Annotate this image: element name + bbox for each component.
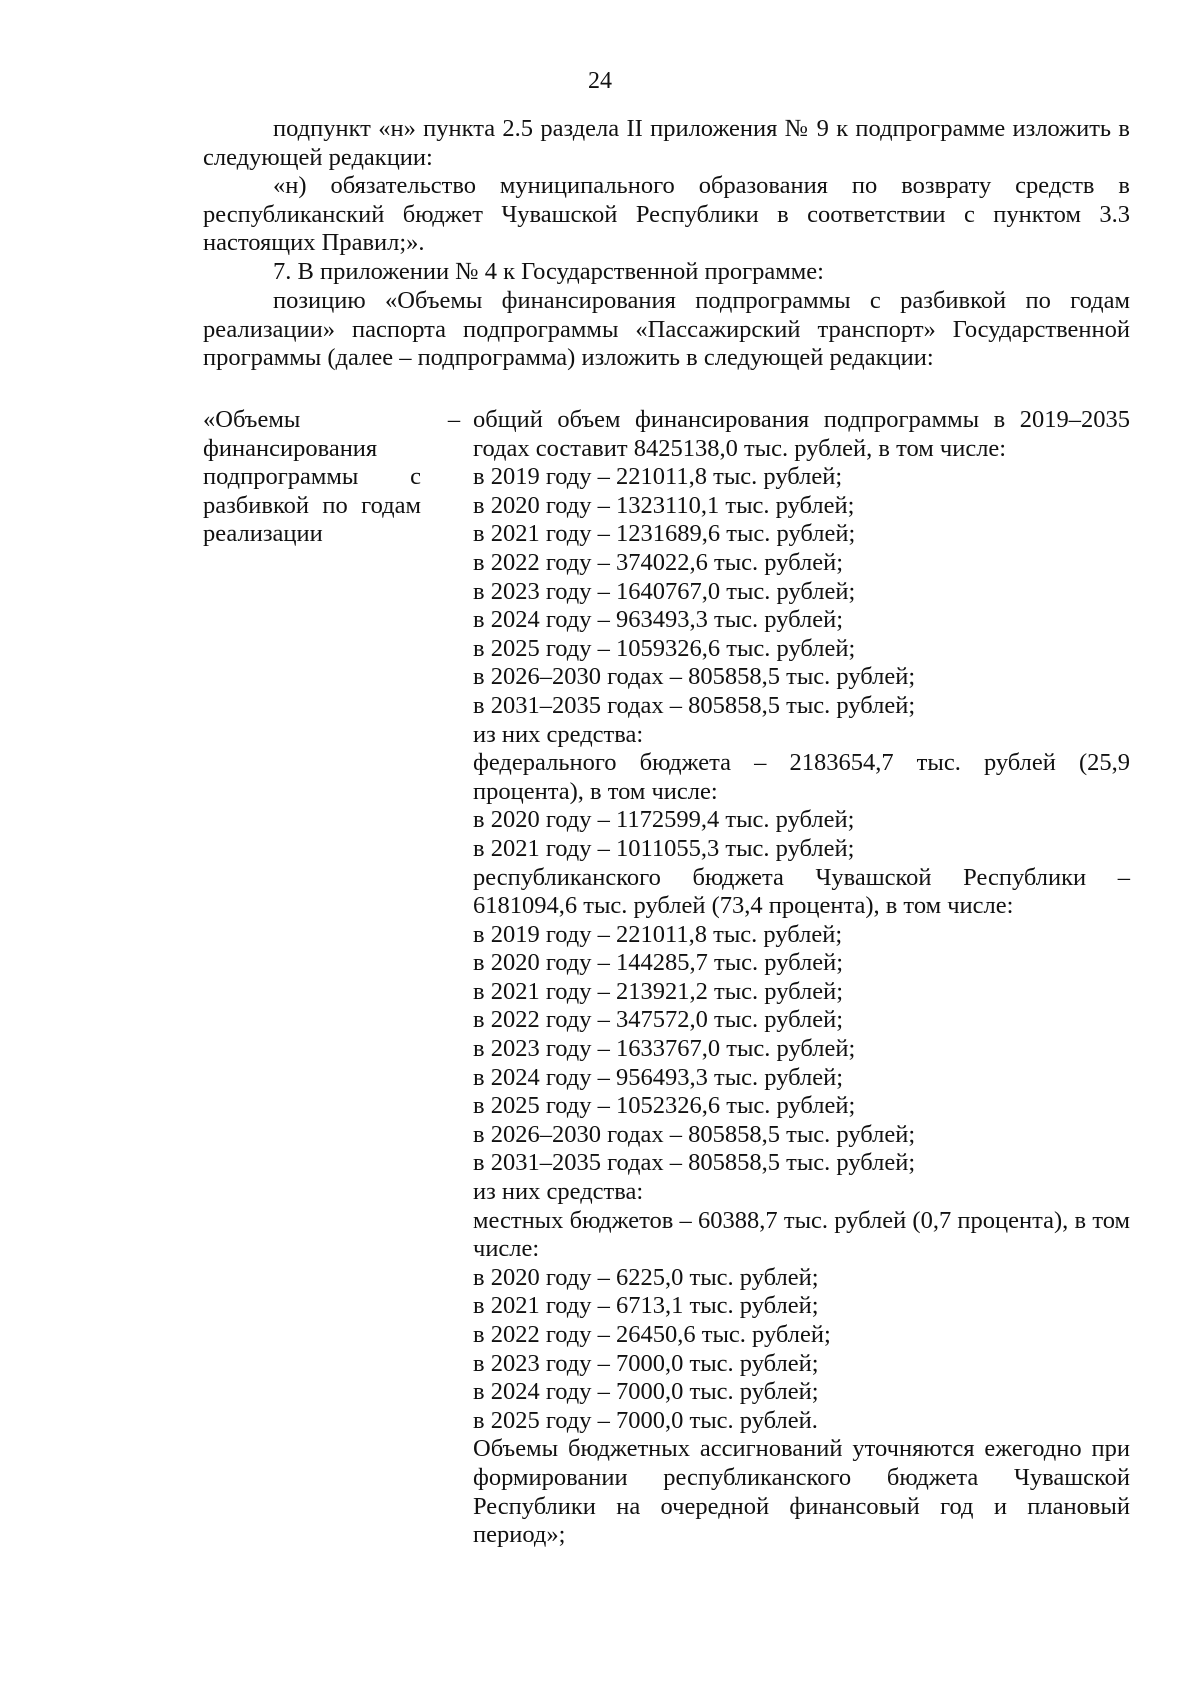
value-line: из них средства: xyxy=(473,1178,644,1206)
value-line: в 2019 году – 221011,8 тыс. рублей; xyxy=(473,920,843,948)
value-line: в 2024 году – 956493,3 тыс. рублей; xyxy=(473,1063,844,1091)
value-line: в 2031–2035 годах – 805858,5 тыс. рублей; xyxy=(473,1149,916,1177)
value-line: Объемы бюджетных ассигнований уточняются ежегодно при формировании республиканского бюджета Чувашской Республики на очередной финансовый год и плановый период»; xyxy=(473,1435,1130,1549)
paragraph-position: позицию «Объемы финансирования подпрограммы с разбивкой по годам реализации» паспорта подпрограммы «Пассажирский транспорт» Государственной программы (далее – подпрограмма) изложить в следующей редакции: xyxy=(203,287,1130,372)
value-line: в 2019 году – 221011,8 тыс. рублей; xyxy=(473,463,843,491)
value-line: в 2022 году – 26450,6 тыс. рублей; xyxy=(473,1321,831,1348)
value-line: в 2026–2030 годах – 805858,5 тыс. рублей; xyxy=(473,1120,916,1148)
value-line: в 2021 году – 1011055,3 тыс. рублей; xyxy=(473,834,855,862)
value-line: в 2031–2035 годах – 805858,5 тыс. рублей; xyxy=(473,691,916,719)
value-line: местных бюджетов – 60388,7 тыс. рублей (0,7 процента), в том числе: xyxy=(473,1206,1130,1263)
value-line: в 2021 году – 213921,2 тыс. рублей; xyxy=(473,977,844,1005)
value-line: в 2024 году – 963493,3 тыс. рублей; xyxy=(473,606,844,634)
value-line: в 2022 году – 374022,6 тыс. рублей; xyxy=(473,548,844,576)
passport-dash: – xyxy=(447,406,461,433)
value-line: в 2023 году – 1640767,0 тыс. рублей; xyxy=(473,577,856,605)
value-line: в 2023 году – 7000,0 тыс. рублей; xyxy=(473,1349,819,1377)
paragraph-subitem-n: подпункт «н» пункта 2.5 раздела II приложения № 9 к подпрограмме изложить в следующей редакции: xyxy=(203,115,1130,171)
value-line: в 2026–2030 годах – 805858,5 тыс. рублей; xyxy=(473,663,916,691)
value-line: в 2025 году – 7000,0 тыс. рублей. xyxy=(473,1406,818,1434)
value-line: в 2021 году – 1231689,6 тыс. рублей; xyxy=(473,520,856,548)
value-line: в 2020 году – 144285,7 тыс. рублей; xyxy=(473,949,844,977)
paragraph-item-7: 7. В приложении № 4 к Государственной программе: xyxy=(273,258,824,285)
value-line: в 2025 году – 1052326,6 тыс. рублей; xyxy=(473,1092,856,1120)
value-line: в 2025 году – 1059326,6 тыс. рублей; xyxy=(473,634,856,662)
value-line: общий объем финансирования подпрограммы в 2019–2035 годах составит 8425138,0 тыс. рублей, в том числе: xyxy=(473,406,1130,462)
value-line: в 2023 году – 1633767,0 тыс. рублей; xyxy=(473,1035,856,1063)
value-line: в 2024 году – 7000,0 тыс. рублей; xyxy=(473,1378,819,1406)
value-line: в 2022 году – 347572,0 тыс. рублей; xyxy=(473,1006,844,1034)
value-line: федерального бюджета – 2183654,7 тыс. рублей (25,9 процента), в том числе: xyxy=(473,749,1130,805)
value-line: в 2021 году – 6713,1 тыс. рублей; xyxy=(473,1292,819,1320)
passport-label: «Объемы финансирования подпрограммы с разбивкой по годам реализации xyxy=(203,406,421,548)
passport-value xyxy=(473,406,1130,1550)
value-line: в 2020 году – 1172599,4 тыс. рублей; xyxy=(473,806,855,834)
value-line: в 2020 году – 6225,0 тыс. рублей; xyxy=(473,1263,819,1291)
value-line: республиканского бюджета Чувашской Республики – 6181094,6 тыс. рублей (73,4 процента), в том числе: xyxy=(473,863,1130,920)
paragraph-obligation: «н) обязательство муниципального образования по возврату средств в республиканский бюджет Чувашской Республики в соответствии с пунктом 3.3 настоящих Правил;». xyxy=(203,172,1130,257)
value-line: в 2020 году – 1323110,1 тыс. рублей; xyxy=(473,491,855,519)
page-number: 24 xyxy=(588,68,612,94)
value-line: из них средства: xyxy=(473,720,644,748)
